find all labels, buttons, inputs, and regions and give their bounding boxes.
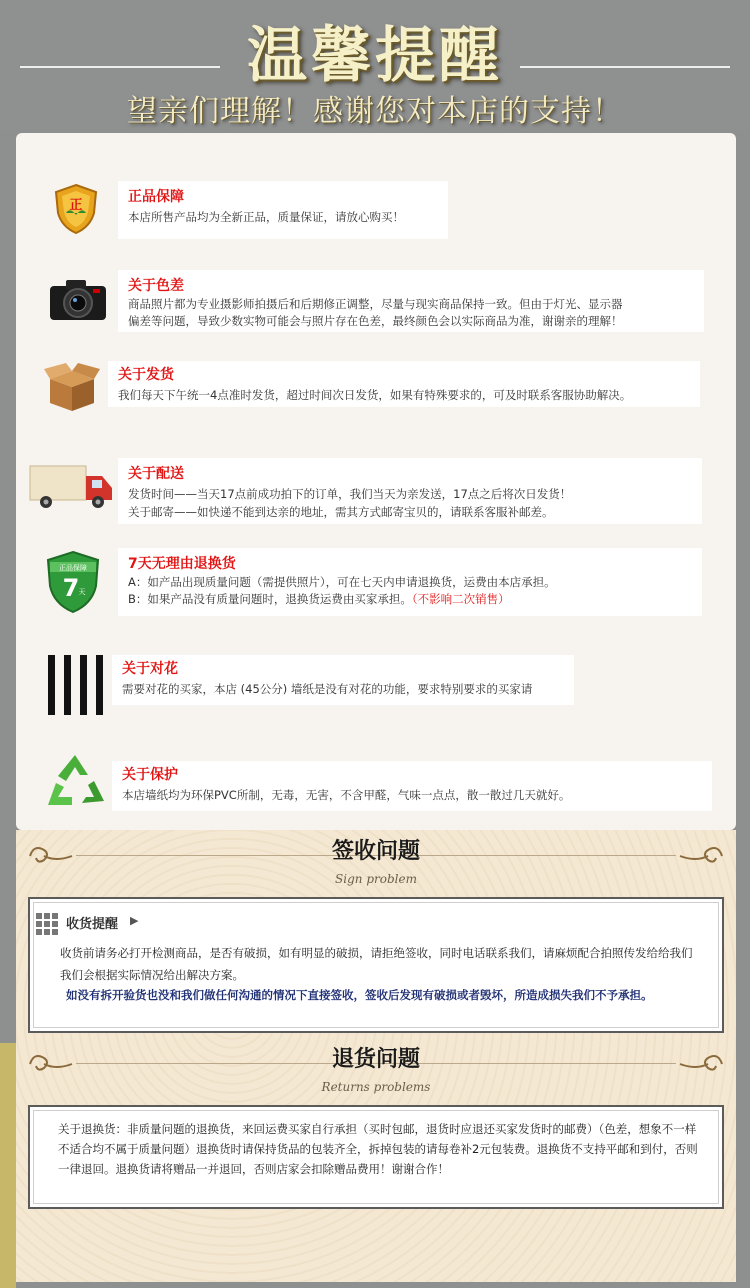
receipt-heading: 收货提醒 xyxy=(66,917,119,932)
badge-number: 7 xyxy=(62,574,80,602)
header xyxy=(0,0,750,130)
policy-section xyxy=(16,830,736,1282)
returns-section-title: 退货问题 xyxy=(331,1047,420,1072)
genuine-box xyxy=(118,181,448,239)
badge-top-text: 正品保障 xyxy=(59,564,87,572)
sign-section-subtitle: Sign problem xyxy=(335,872,417,886)
shipping-box xyxy=(108,361,700,407)
returns-section-subtitle: Returns problems xyxy=(321,1080,431,1094)
caret-right-icon: ▶ xyxy=(130,914,139,927)
title-divider-right xyxy=(520,66,730,68)
page-title: 温馨提醒 xyxy=(247,21,503,91)
returns-box xyxy=(28,1105,724,1209)
returns-text: 关于退换货：非质量问题的退换货，来回运费买家自行承担（买时包邮，退货时应退还买家发货时的邮费）（色差，想象不一样 xyxy=(58,1122,697,1136)
item-text: 我们每天下午统一4点准时发货，超过时间次日发货，如果有特殊要求的，可及时联系客服协助解决。 xyxy=(118,388,632,402)
item-heading: 关于发货 xyxy=(118,367,174,383)
page-subtitle: 望亲们理解！感谢您对本店的支持！ xyxy=(127,94,623,129)
item-text: 需要对花的买家，本店 (45公分) 墙纸是没有对花的功能，要求特别要求的买家请 xyxy=(122,682,533,696)
item-text: 关于邮寄——如快递不能到达亲的地址，需其方式邮寄宝贝的，请联系客服补邮差。 xyxy=(128,505,554,519)
recycle-icon xyxy=(42,751,108,811)
item-text: 偏差等问题，导致少数实物可能会与照片存在色差，最终颜色会以实际商品为准，谢谢亲的理解！ xyxy=(128,314,623,328)
eco-box xyxy=(112,761,712,811)
seven-day-badge-icon xyxy=(44,550,102,614)
item-text: 本店所售产品均为全新正品，质量保证，请放心购买！ xyxy=(128,210,404,224)
stripes-icon xyxy=(46,655,110,715)
item-heading: 关于保护 xyxy=(122,767,178,783)
item-text: A：如产品出现质量问题（需提供照片），可在七天内申请退换货，运费由本店承担。 xyxy=(128,575,556,589)
item-text: B：如果产品没有质量问题时，退换货运费由买家承担。 xyxy=(128,592,412,606)
item-text: 商品照片都为专业摄影师拍摄后和后期修正调整，尽量与现实商品保持一致。但由于灯光、显示器 xyxy=(128,297,623,311)
item-heading: 关于对花 xyxy=(122,661,178,677)
receipt-text: 我们会根据实际情况给出解决方案。 xyxy=(60,968,244,982)
returns-text: 不适合均不属于质量问题）退换货时请保持货品的包装齐全，拆掉包装的请每卷补2元包装费。退换货不支持平邮和到付，否则 xyxy=(58,1142,698,1156)
item-note: （不影响二次销售） xyxy=(411,592,510,606)
pattern-match-box xyxy=(112,655,574,705)
item-text: 发货时间——当天17点前成功拍下的订单，我们当天为亲发送，17点之后将次日发货！ xyxy=(128,487,572,501)
sign-box xyxy=(28,897,724,1033)
side-strip xyxy=(0,1043,16,1288)
item-heading: 关于色差 xyxy=(128,278,184,294)
item-text: 本店墙纸均为环保PVC所制，无毒，无害，不含甲醛，气味一点点，散一散过几天就好。 xyxy=(122,788,571,802)
svg-text:正: 正 xyxy=(69,198,83,213)
notice-panel xyxy=(16,133,736,830)
grid-icon xyxy=(36,913,60,937)
truck-icon xyxy=(28,462,114,512)
title-divider-left xyxy=(20,66,220,68)
item-heading: 关于配送 xyxy=(128,466,184,482)
color-diff-box xyxy=(118,270,704,332)
item-heading: 正品保障 xyxy=(128,189,184,205)
box-icon xyxy=(42,361,102,413)
returns-text: 一律退回。退换货请将赠品一并退回，否则店家会扣除赠品费用！谢谢合作！ xyxy=(58,1162,449,1176)
item-heading: 7天无理由退换货 xyxy=(128,556,236,572)
delivery-box xyxy=(118,458,702,524)
badge-unit: 天 xyxy=(78,588,86,596)
receipt-text: 收货前请务必打开检测商品，是否有破损，如有明显的破损，请拒绝签收，同时电话联系我们，请麻烦配合拍照传发给给我们 xyxy=(60,946,693,960)
sign-section-title: 签收问题 xyxy=(331,839,420,864)
camera-icon xyxy=(48,278,108,322)
return-policy-box xyxy=(118,548,702,616)
receipt-warning: 如没有拆开验货也没和我们做任何沟通的情况下直接签收，签收后发现有破损或者毁坏，所造成损失我们不予承担。 xyxy=(66,988,653,1002)
shield-icon xyxy=(52,183,100,235)
